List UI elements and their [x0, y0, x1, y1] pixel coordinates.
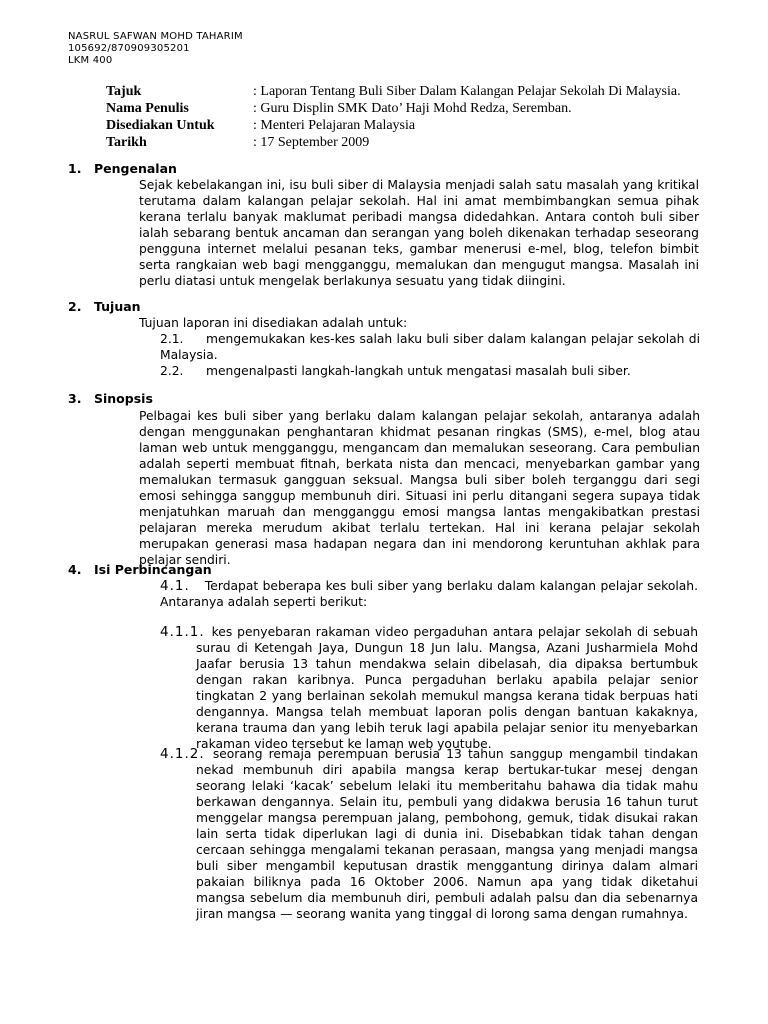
section-number: 3.: [68, 391, 82, 406]
paragraph: Sejak kebelakangan ini, isu buli siber di Malaysia menjadi salah satu masalah yang kritikal terutama dalam kalangan pelajar sekolah. Hal ini amat membimbangkan semua pihak kerana terlalu banyak maklumat peribadi mangsa didedahkan. Antara contoh buli siber ialah sebarang bentuk ancaman dan serangan yang boleh dikenakan terhadap seseorang pengguna internet melalui pesanan teks, gambar menerusi e-mel, blog, telefon bimbit serta rangkaian web bagi mengganggu, memalukan dan mengugut mangsa. Masalah ini perlu diatasi untuk mengelak berlakunya sesuatu yang tidak diingini.: [139, 178, 699, 288]
section-title: Isi Perbincangan: [94, 562, 212, 577]
item-line: [160, 363, 631, 379]
section-heading-pengenalan: [68, 161, 177, 177]
meta-row-author: [106, 100, 681, 117]
case-text: seorang remaja perempuan berusia 13 tahun sanggup mengambil tindakan nekad membunuh diri apabila mangsa kerap bertukar-tukar mesej dengan seorang lelaki ‘kacak’ sebelum lelaki itu memberitahu bahawa dia tidak mahu berkawan dengannya. Selain itu, pembuli yang didakwa berusia 16 tahun turut menggelar mangsa perempuan jalang, pembohong, gemuk, tidak disukai rakan lain serta tidak diperlukan lagi di dunia ini. Disebabkan tidak tahan dengan cercaan sehingga mengalami tekanan perasaan, mangsa yang menjadi mangsa buli siber mengambil keputusan drastik menggantung dirinya dalam almari pakaian biliknya pada 16 Oktober 2006. Namun apa yang tidak diketahui mangsa sebelum dia membunuh diri, pembuli adalah palsu dan dia sebenarnya jiran mangsa — seorang wanita yang tinggal di lorong sama dengan rumahnya.: [196, 747, 698, 921]
meta-row-recipient: [106, 117, 681, 134]
meta-label: Tajuk: [106, 84, 142, 99]
section-body-sinopsis: [139, 408, 700, 568]
item-text: Terdapat beberapa kes buli siber yang berlaku dalam kalangan pelajar sekolah. Antaranya adalah seperti berikut:: [160, 579, 698, 609]
case-text: kes penyebaran rakaman video pergaduhan antara pelajar sekolah di sebuah surau di Ketengah Jaya, Dungun 18 Jun lalu. Mangsa, Azani Jusharmiela Mohd Jaafar berusia 13 tahun mendakwa selain dibelasah, dia dipaksa bertumbuk dengan rakan karibnya. Punca pergaduhan berlaku apabila pelajar senior tingkatan 2 yang berlainan sekolah memukul mangsa kerana tidak berpuas hati dengannya. Mangsa telah membuat laporan polis dengan bantuan kakaknya, kerana trauma dan yang lebih teruk lagi apabila pelajar senior itu menyebarkan rakaman video tersebut ke laman web youtube.: [196, 625, 698, 751]
meta-value: : Guru Displin SMK Dato’ Haji Mohd Redza, Seremban.: [253, 101, 572, 116]
meta-label: Nama Penulis: [106, 101, 189, 116]
section-heading-sinopsis: [68, 391, 153, 407]
author-name: NASRUL SAFWAN MOHD TAHARIM: [68, 31, 243, 42]
item-number: 4.1.1.: [160, 624, 205, 640]
meta-value: : Menteri Pelajaran Malaysia: [253, 118, 416, 133]
item-text: mengemukakan kes-kes salah laku buli siber dalam kalangan pelajar sekolah di: [206, 332, 700, 346]
case-4-1-1: [160, 624, 698, 752]
item-line: [160, 331, 700, 347]
section-number: 2.: [68, 299, 82, 314]
section-number: 4.: [68, 562, 82, 577]
tujuan-item-2-1: [160, 331, 700, 363]
tujuan-item-2-2: [160, 363, 631, 379]
author-id: 105692/870909305201: [68, 43, 190, 54]
item-number: 2.2.: [160, 364, 184, 378]
item-number: 4.1.: [160, 578, 190, 594]
meta-label: Tarikh: [106, 135, 147, 150]
item-number: 2.1.: [160, 332, 184, 346]
section-heading-tujuan: [68, 299, 141, 315]
section-number: 1.: [68, 161, 82, 176]
tujuan-intro: [139, 315, 407, 331]
item-number: 4.1.2.: [160, 746, 205, 762]
meta-value: : Laporan Tentang Buli Siber Dalam Kalangan Pelajar Sekolah Di Malaysia.: [253, 84, 681, 99]
section-title: Sinopsis: [94, 391, 153, 406]
report-metadata: [106, 83, 681, 151]
section-title: Tujuan: [94, 299, 141, 314]
course-code: LKM 400: [68, 55, 113, 66]
paragraph: Pelbagai kes buli siber yang berlaku dalam kalangan pelajar sekolah, antaranya adalah dengan menggunakan penghantaran khidmat pesanan ringkas (SMS), e-mel, blog atau laman web untuk mengganggu, mengancam dan memalukan seseorang. Cara pembulian adalah seperti membuat fitnah, berkata nista dan mencaci, menyebarkan gambar yang memalukan termasuk gangguan seksual. Mangsa buli siber boleh terganggu dari segi emosi sehingga sanggup membunuh diri. Situasi ini perlu ditangani segera supaya tidak menjatuhkan maruah dan mengganggu emosi mangsa lantas mengakibatkan prestasi pelajaran mereka merudum akibat terlalu tertekan. Hal ini kerana pelajar sekolah merupakan generasi masa hadapan negara dan ini mendorong keruntuhan akhlak para pelajar sendiri.: [139, 409, 700, 567]
paragraph: Tujuan laporan ini disediakan adalah untuk:: [139, 316, 408, 330]
case-4-1-2: [160, 746, 698, 922]
author-header: [68, 31, 243, 67]
item-line-continued: Malaysia.: [160, 348, 218, 362]
meta-value: : 17 September 2009: [253, 135, 370, 150]
discussion-intro-4-1: [160, 578, 698, 610]
section-heading-isi-perbincangan: [68, 562, 212, 578]
section-title: Pengenalan: [94, 161, 177, 176]
meta-label: Disediakan Untuk: [106, 118, 215, 133]
meta-row-date: [106, 134, 681, 151]
meta-row-title: [106, 83, 681, 100]
item-text: mengenalpasti langkah-langkah untuk mengatasi masalah buli siber.: [206, 364, 631, 378]
section-body-pengenalan: [139, 177, 699, 289]
